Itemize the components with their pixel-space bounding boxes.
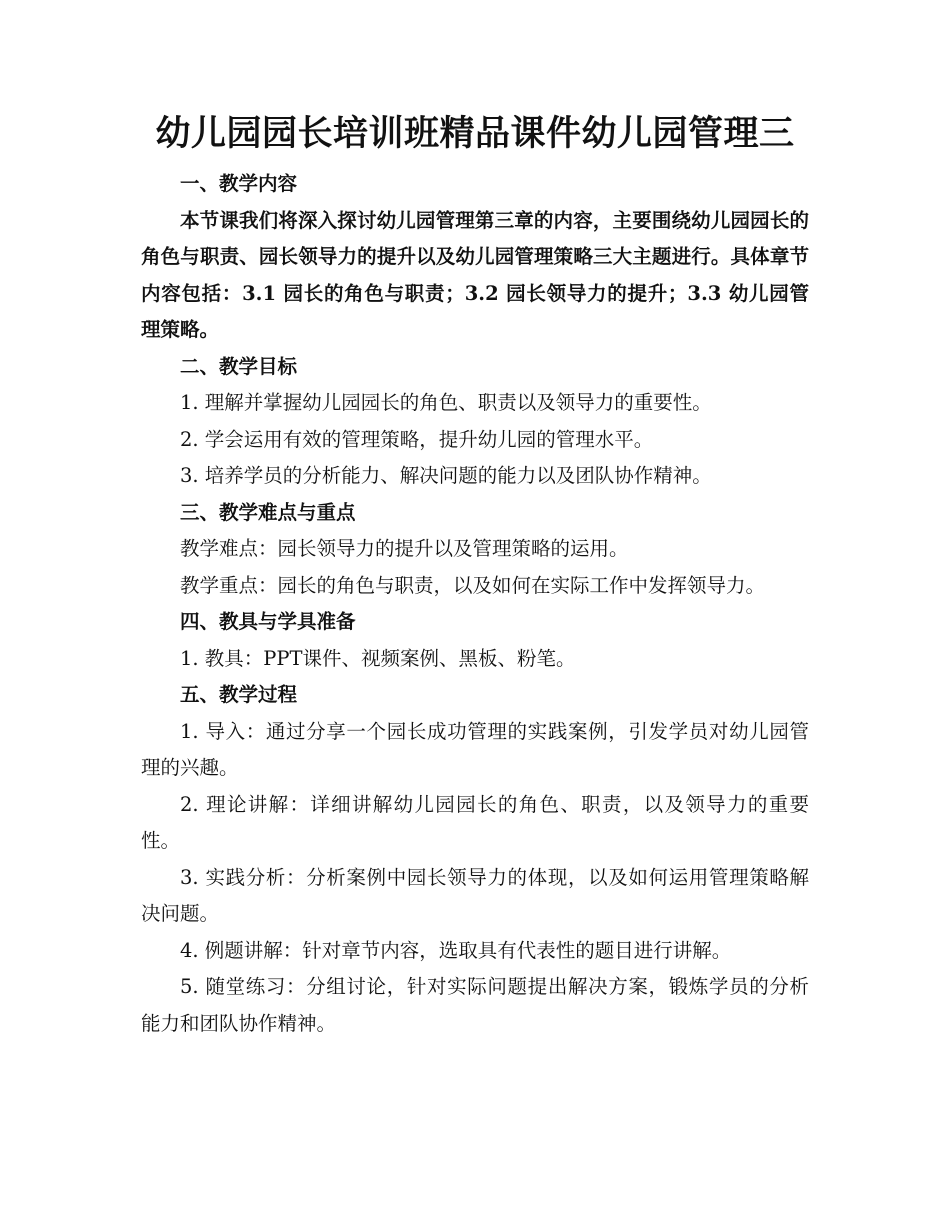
section-heading: 五、教学过程 bbox=[180, 683, 298, 706]
section-teaching-goals bbox=[141, 349, 809, 495]
list-item: 3. 培养学员的分析能力、解决问题的能力以及团队协作精神。 bbox=[180, 464, 712, 487]
document-title: 幼儿园园长培训班精品课件幼儿园管理三 bbox=[155, 113, 795, 154]
section-teaching-process bbox=[141, 677, 809, 1042]
section-paragraph: 教学难点：园长领导力的提升以及管理策略的运用。 bbox=[180, 537, 629, 560]
section-paragraph: 本节课我们将深入探讨幼儿园管理第三章的内容，主要围绕幼儿园园长的角色与职责、园长领导力的提升以及幼儿园管理策略三大主题进行。具体章节内容包括：3.1 园长的角色与职责；3.2 园长领导力的提升；3.3 幼儿园管理策略。 bbox=[141, 208, 809, 341]
section-paragraph: 教学重点：园长的角色与职责，以及如何在实际工作中发挥领导力。 bbox=[180, 573, 766, 597]
section-heading: 三、教学难点与重点 bbox=[180, 500, 356, 524]
section-teaching-aids bbox=[141, 604, 809, 677]
section-difficulties-key-points bbox=[141, 495, 809, 605]
list-item: 5. 随堂练习：分组讨论，针对实际问题提出解决方案，锻炼学员的分析能力和团队协作精神。 bbox=[141, 975, 809, 1035]
document-page bbox=[141, 108, 809, 1042]
section-heading: 四、教具与学具准备 bbox=[180, 610, 356, 633]
list-item: 4. 例题讲解：针对章节内容，选取具有代表性的题目进行讲解。 bbox=[180, 938, 732, 962]
list-item: 1. 理解并掌握幼儿园园长的角色、职责以及领导力的重要性。 bbox=[180, 391, 712, 414]
section-teaching-content bbox=[141, 166, 809, 349]
section-heading: 一、教学内容 bbox=[180, 172, 298, 195]
list-item: 2. 学会运用有效的管理策略，提升幼儿园的管理水平。 bbox=[180, 427, 654, 451]
list-item: 3. 实践分析：分析案例中园长领导力的体现，以及如何运用管理策略解决问题。 bbox=[141, 865, 809, 925]
list-item: 1. 导入：通过分享一个园长成功管理的实践案例，引发学员对幼儿园管理的兴趣。 bbox=[141, 719, 809, 779]
list-item: 1. 教具：PPT课件、视频案例、黑板、粉笔。 bbox=[180, 646, 576, 670]
section-heading: 二、教学目标 bbox=[180, 354, 298, 378]
list-item: 2. 理论讲解：详细讲解幼儿园园长的角色、职责，以及领导力的重要性。 bbox=[141, 792, 809, 852]
